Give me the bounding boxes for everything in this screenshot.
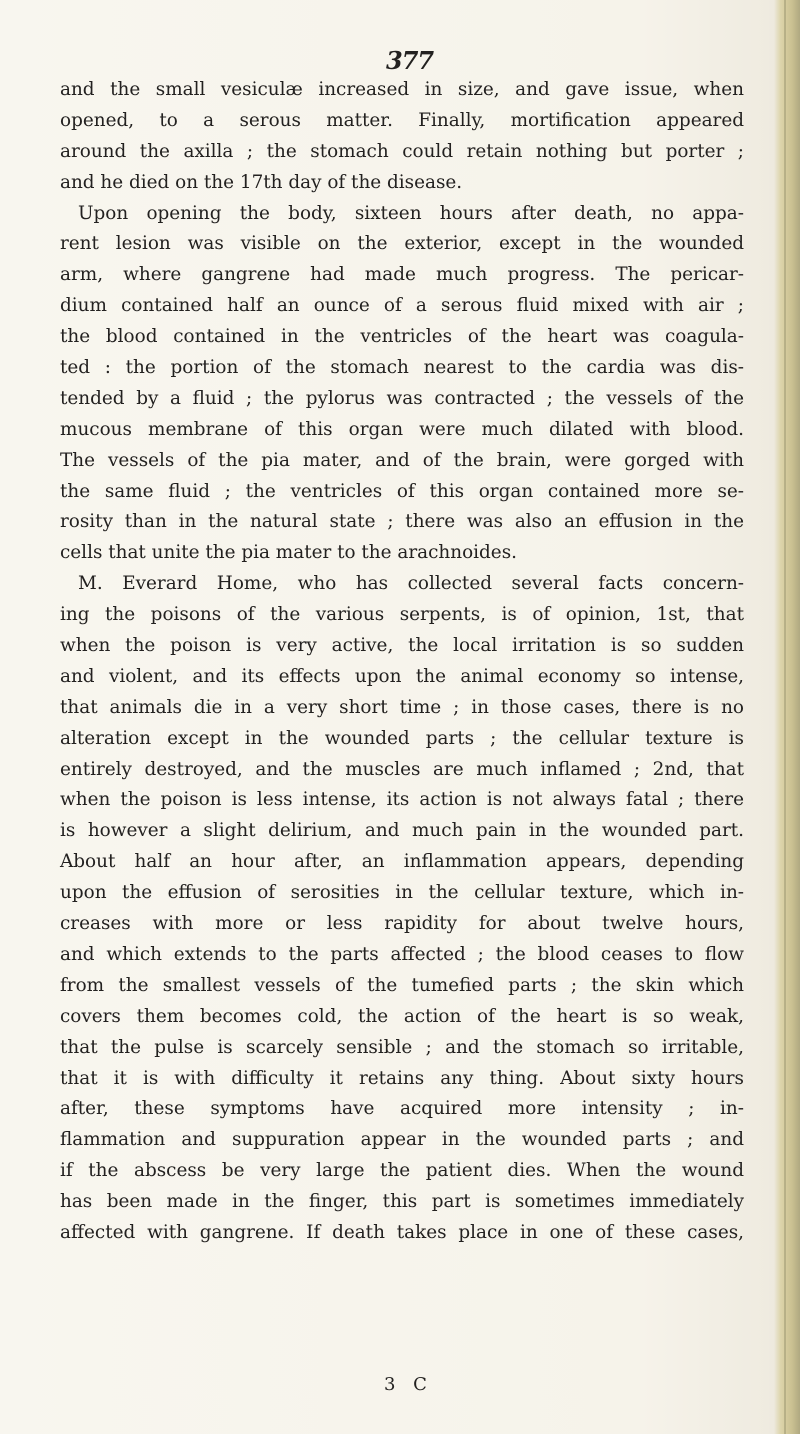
text-line: and which extends to the parts affected ; the blood ceases to flow xyxy=(60,943,744,965)
text-line: cells that unite the pia mater to the arachnoides. xyxy=(60,542,517,564)
text-line: has been made in the finger, this part is sometimes immediately xyxy=(60,1191,744,1213)
text-line: alteration except in the wounded parts ; the cellular texture is xyxy=(60,727,744,749)
text-line: and the small vesiculæ increased in size, and gave issue, when xyxy=(60,79,744,100)
page-number: 377 xyxy=(386,46,434,75)
text-line: is however a slight delirium, and much pain in the wounded part. xyxy=(60,820,744,842)
text-line: covers them becomes cold, the action of the heart is so weak, xyxy=(60,1005,744,1027)
text-line: if the abscess be very large the patient dies. When the wound xyxy=(60,1160,744,1182)
text-line: that animals die in a very short time ; in those cases, there is no xyxy=(60,696,744,718)
text-line: Upon opening the body, sixteen hours after death, no appa- xyxy=(78,202,744,224)
text-line: ted : the portion of the stomach nearest to the cardia was dis- xyxy=(60,357,744,379)
text-line: dium contained half an ounce of a serous fluid mixed with air ; xyxy=(60,295,744,317)
page-binding-shadow xyxy=(784,0,786,1434)
text-line: opened, to a serous matter. Finally, mortification appeared xyxy=(60,109,744,131)
text-line: entirely destroyed, and the muscles are much inflamed ; 2nd, that xyxy=(60,758,744,780)
page-binding-edge xyxy=(774,0,800,1434)
text-line: after, these symptoms have acquired more intensity ; in- xyxy=(60,1098,744,1120)
text-line: rent lesion was visible on the exterior, except in the wounded xyxy=(60,233,744,255)
text-line: rosity than in the natural state ; there was also an effusion in the xyxy=(60,511,744,533)
text-line: and violent, and its effects upon the animal economy so intense, xyxy=(60,665,744,687)
text-line: when the poison is less intense, its action is not always fatal ; there xyxy=(60,789,744,811)
text-line: mucous membrane of this organ were much dilated with blood. xyxy=(60,418,744,440)
text-line: the same fluid ; the ventricles of this organ contained more se- xyxy=(60,480,744,502)
text-line: and he died on the 17th day of the disease. xyxy=(60,171,463,193)
text-line: flammation and suppuration appear in the wounded parts ; and xyxy=(60,1129,744,1151)
text-line: that the pulse is scarcely sensible ; and the stomach so irritable, xyxy=(60,1036,744,1058)
body-text xyxy=(60,75,744,1249)
text-line: tended by a fluid ; the pylorus was contracted ; the vessels of the xyxy=(60,387,744,409)
text-line: The vessels of the pia mater, and of the brain, were gorged with xyxy=(60,449,744,471)
text-line: around the axilla ; the stomach could retain nothing but porter ; xyxy=(60,140,744,162)
text-line: creases with more or less rapidity for about twelve hours, xyxy=(60,913,744,935)
text-line: affected with gangrene. If death takes place in one of these cases, xyxy=(60,1221,744,1243)
signature-mark: 3 C xyxy=(384,1374,433,1395)
text-line: About half an hour after, an inflammation appears, depending xyxy=(60,851,744,873)
text-line: the blood contained in the ventricles of the heart was coagula- xyxy=(60,326,744,348)
text-line: upon the effusion of serosities in the cellular texture, which in- xyxy=(60,882,744,904)
text-line: M. Everard Home, who has collected several facts concern- xyxy=(78,573,744,595)
text-line: when the poison is very active, the local irritation is so sudden xyxy=(60,635,744,657)
text-line: from the smallest vessels of the tumefied parts ; the skin which xyxy=(60,974,744,996)
text-line: arm, where gangrene had made much progress. The pericar- xyxy=(60,264,744,286)
text-line: that it is with difficulty it retains any thing. About sixty hours xyxy=(60,1067,744,1089)
text-line: ing the poisons of the various serpents, is of opinion, 1st, that xyxy=(60,604,744,626)
